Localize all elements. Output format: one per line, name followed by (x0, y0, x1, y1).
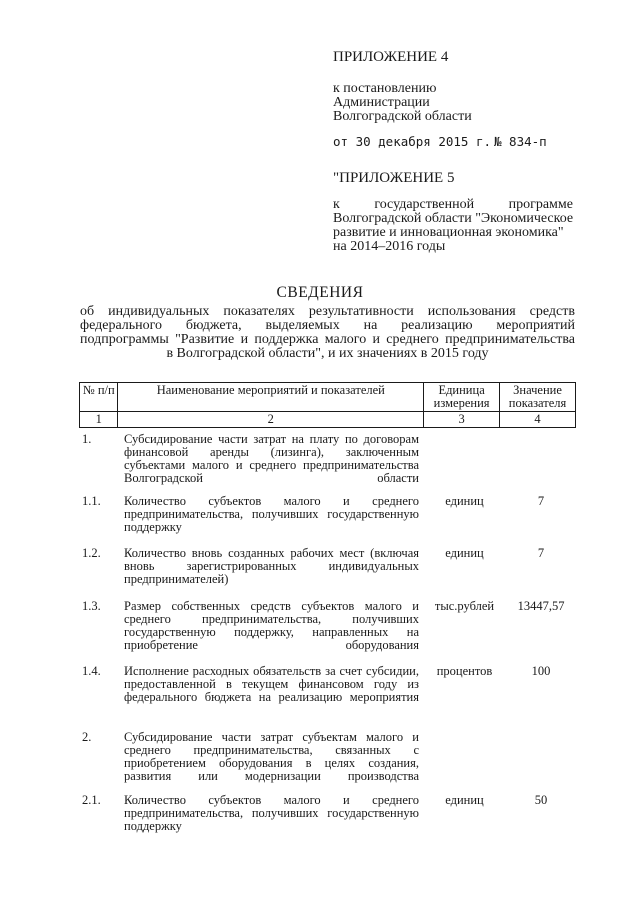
header-name: Наименование мероприятий и показателей (118, 383, 424, 412)
program-line-1: к государственной программе (333, 197, 573, 212)
appendix-5-label: "ПРИЛОЖЕНИЕ 5 (333, 170, 455, 186)
subtitle-line-4: в Волгоградской области", и их значениях в 2015 году (166, 346, 489, 361)
row-2-1-num: 2.1. (82, 793, 101, 807)
row-2-1-value: 50 (534, 793, 548, 807)
appendix-4-label: ПРИЛОЖЕНИЕ 4 (333, 49, 449, 65)
row-1-num: 1. (82, 432, 92, 446)
col-number-1: 1 (80, 412, 118, 428)
header-unit: Единица измерения (424, 383, 500, 412)
row-1-4-text: Исполнение расходных обязательств за счет субсидии, предоставленной в текущем финансовом году из федерального бюджета на реализацию мероприятия (124, 664, 419, 704)
row-1-1-text: Количество субъектов малого и среднего предпринимательства, получивших государственную поддержку (124, 494, 419, 534)
row-2-num: 2. (82, 730, 92, 744)
region-text: Волгоградской области (333, 109, 472, 124)
decree-number: № 834-п (494, 134, 547, 149)
program-line-4: на 2014–2016 годы (333, 239, 446, 254)
row-1-4-value: 100 (531, 664, 551, 678)
row-2-1-text: Количество субъектов малого и среднего предпринимательства, получивших государственную поддержку (124, 793, 419, 833)
row-1-2-value: 7 (537, 546, 545, 560)
administration-text: Администрации (333, 95, 430, 110)
row-1-3-value: 13447,57 (517, 599, 565, 613)
subtitle-line-1: об индивидуальных показателях результативности использования средств (80, 304, 575, 319)
row-1-4-num: 1.4. (82, 664, 101, 678)
row-1-3-text: Размер собственных средств субъектов малого и среднего предпринимательства, получивших государственную поддержку, направленных на приобретение оборудования (124, 599, 419, 652)
header-value: Значение показателя (500, 383, 576, 412)
indicators-table-header (79, 382, 576, 428)
row-1-1-num: 1.1. (82, 494, 101, 508)
header-num: № п/п (80, 383, 118, 412)
subtitle-line-2: федерального бюджета, выделяемых на реализацию мероприятий (80, 318, 575, 333)
row-1-2-text: Количество вновь созданных рабочих мест (включая вновь зарегистрированных индивидуальных предпринимателей) (124, 546, 419, 586)
row-1-2-unit: единиц (445, 546, 484, 560)
col-number-4: 4 (500, 412, 576, 428)
decree-date: от 30 декабря 2015 г. (333, 134, 492, 149)
program-line-3: развитие и инновационная экономика" (333, 225, 564, 240)
col-number-2: 2 (118, 412, 424, 428)
row-1-4-unit: процентов (436, 664, 493, 678)
row-1-2-num: 1.2. (82, 546, 101, 560)
col-number-3: 3 (424, 412, 500, 428)
program-line-2: Волгоградской области "Экономическое (333, 211, 574, 226)
row-1-3-unit: тыс.рублей (434, 599, 495, 613)
row-1-text: Субсидирование части затрат на плату по договорам финансовой аренды (лизинга), заключенным субъектами малого и среднего предпринимательства Волгоградской области (124, 432, 419, 485)
row-1-1-value: 7 (537, 494, 545, 508)
row-2-1-unit: единиц (445, 793, 484, 807)
row-1-3-num: 1.3. (82, 599, 101, 613)
row-1-1-unit: единиц (445, 494, 484, 508)
to-decree-text: к постановлению (333, 81, 437, 96)
row-2-text: Субсидирование части затрат субъектам малого и среднего предпринимательства, связанных с приобретением оборудования в целях создания, развития или модернизации производства (124, 730, 419, 783)
subtitle-line-3: подпрограммы "Развитие и поддержка малого и среднего предпринимательства (80, 332, 575, 347)
document-title: СВЕДЕНИЯ (276, 284, 364, 301)
